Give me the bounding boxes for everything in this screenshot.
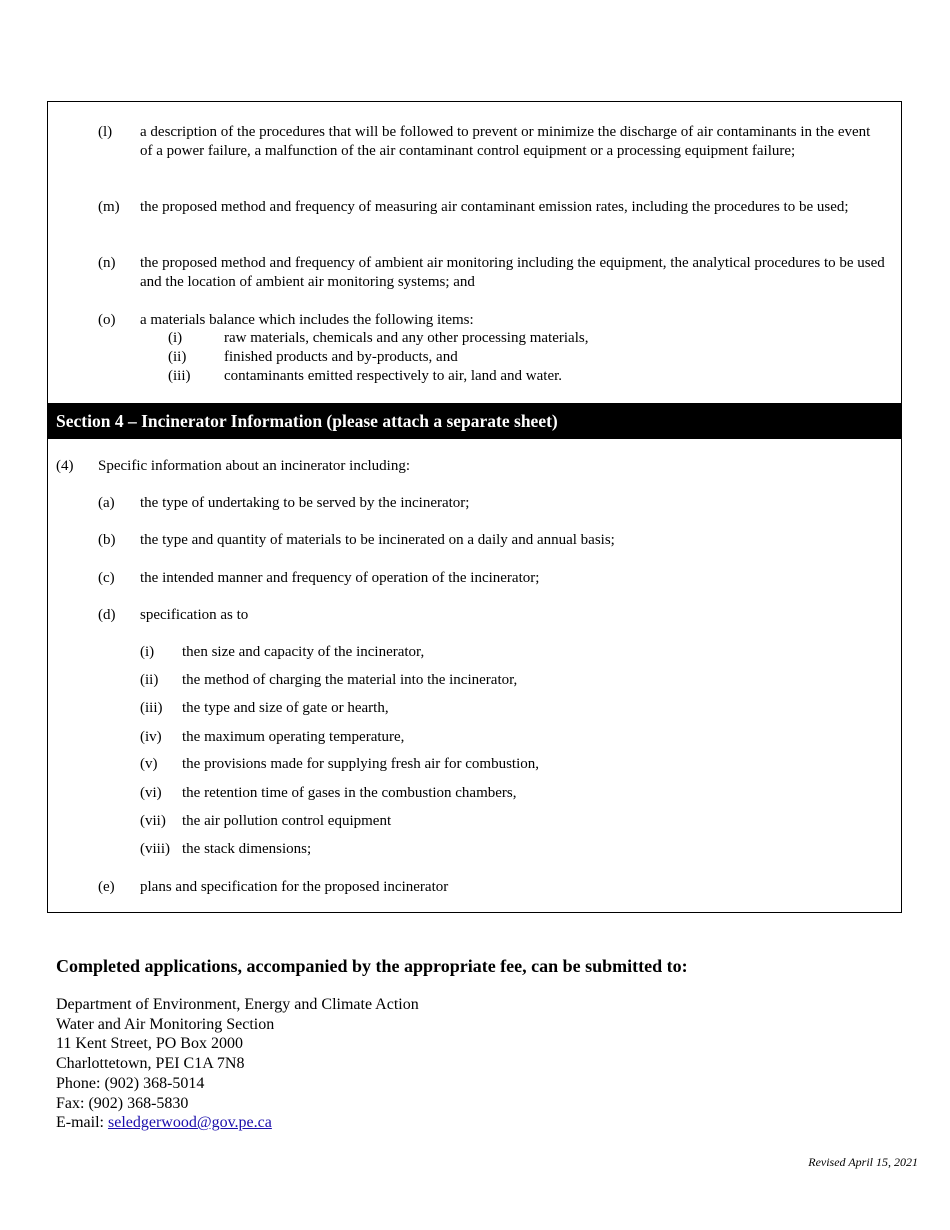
spec-label: (viii) (140, 841, 170, 857)
item-text: the intended manner and frequency of operation of the incinerator; (140, 570, 540, 586)
item-text: plans and specification for the proposed incinerator (140, 879, 449, 895)
spec-text: the stack dimensions; (182, 841, 312, 857)
subitem-text: finished products and by-products, and (224, 349, 458, 365)
spec-label: (iii) (140, 700, 163, 716)
spec-label: (vi) (140, 785, 162, 801)
spec-text: the maximum operating temperature, (182, 729, 405, 745)
spec-label: (vii) (140, 813, 166, 829)
item-text: the proposed method and frequency of ambient air monitoring including the equipment, the analytical procedures to be used and the location of ambient air monitoring systems; and (140, 255, 885, 290)
address-line: Phone: (902) 368-5014 (56, 1074, 205, 1092)
item-label: (o) (98, 312, 116, 328)
spec-text: the type and size of gate or hearth, (182, 700, 389, 716)
item-label: (b) (98, 532, 116, 548)
subitem-label: (ii) (168, 349, 187, 365)
spec-label: (iv) (140, 729, 162, 745)
item-label: (m) (98, 199, 120, 215)
submission-heading: Completed applications, accompanied by the appropriate fee, can be submitted to: (56, 956, 688, 976)
item-label: (l) (98, 124, 113, 140)
submission-address (56, 995, 419, 1133)
item-label: (c) (98, 570, 115, 586)
subitem-label: (iii) (168, 368, 191, 384)
spec-text: the method of charging the material into the incinerator, (182, 672, 518, 688)
item-text: a description of the procedures that will be followed to prevent or minimize the discharge of air contaminants in the event of a power failure, a malfunction of the air contaminant control equipment or a processing equipment failure; (140, 124, 871, 159)
section-number: (4) (56, 458, 74, 474)
email-line (56, 1113, 419, 1133)
revision-date: Revised April 15, 2021 (808, 1155, 918, 1169)
address-line: Fax: (902) 368-5830 (56, 1094, 189, 1112)
address-line: Water and Air Monitoring Section (56, 1015, 275, 1033)
form-section-box (47, 101, 902, 913)
item-text: specification as to (140, 607, 249, 623)
item-label: (e) (98, 879, 115, 895)
address-line: 11 Kent Street, PO Box 2000 (56, 1035, 243, 1053)
address-line: Department of Environment, Energy and Climate Action (56, 996, 419, 1013)
subitem-text: contaminants emitted respectively to air, land and water. (224, 368, 563, 384)
spec-label: (ii) (140, 672, 159, 688)
subitem-text: raw materials, chemicals and any other processing materials, (224, 330, 589, 346)
item-text: the type and quantity of materials to be incinerated on a daily and annual basis; (140, 532, 615, 548)
email-label: E-mail: (56, 1114, 108, 1132)
section-4-header: Section 4 – Incinerator Information (please attach a separate sheet) (48, 403, 901, 439)
spec-text: then size and capacity of the incinerator, (182, 644, 425, 660)
item-label: (a) (98, 495, 115, 511)
item-text: a materials balance which includes the following items: (140, 312, 474, 328)
spec-label: (i) (140, 644, 155, 660)
section-intro: Specific information about an incinerator including: (98, 458, 410, 474)
address-line: Charlottetown, PEI C1A 7N8 (56, 1055, 245, 1073)
spec-text: the air pollution control equipment (182, 813, 392, 829)
subitem-label: (i) (168, 330, 183, 346)
item-text: the proposed method and frequency of measuring air contaminant emission rates, including the procedures to be used; (140, 199, 849, 215)
item-label: (n) (98, 255, 116, 271)
spec-text: the provisions made for supplying fresh air for combustion, (182, 756, 540, 772)
spec-label: (v) (140, 756, 158, 772)
spec-text: the retention time of gases in the combustion chambers, (182, 785, 517, 801)
item-text: the type of undertaking to be served by the incinerator; (140, 495, 470, 511)
item-label: (d) (98, 607, 116, 623)
email-link[interactable]: seledgerwood@gov.pe.ca (107, 1114, 272, 1132)
